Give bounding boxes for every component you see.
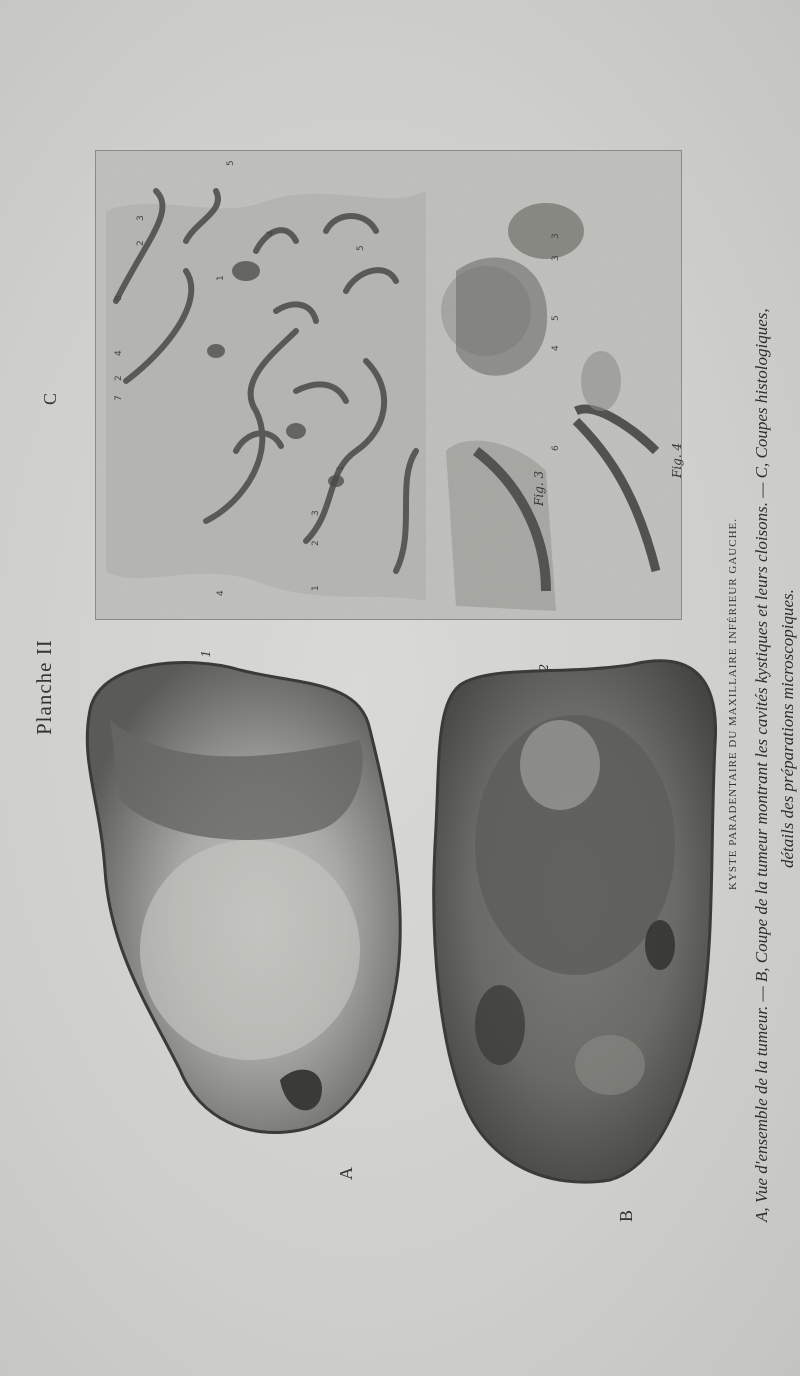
leader-number: 4 bbox=[114, 350, 124, 356]
leader-number: 2 bbox=[136, 240, 146, 246]
leader-number: 4 bbox=[551, 345, 561, 351]
leader-number: 3 bbox=[551, 233, 561, 239]
leader-number: 5 bbox=[356, 245, 366, 251]
leader-number: 5 bbox=[226, 160, 236, 166]
leader-number: 1 bbox=[311, 585, 321, 591]
caption-text-line2: détails des préparations microscopiques. bbox=[778, 589, 797, 868]
leader-number: 5 bbox=[551, 315, 561, 321]
leader-number: 3 bbox=[551, 255, 561, 261]
leader-number: 4 bbox=[216, 590, 226, 596]
histology-plate-c bbox=[95, 150, 682, 620]
leader-number: 4 bbox=[266, 230, 276, 236]
leader-number: 6 bbox=[551, 445, 561, 451]
leader-number: 2 bbox=[311, 540, 321, 546]
specimen-photo-a bbox=[70, 650, 415, 1140]
figure-letter-a: A bbox=[336, 1167, 356, 1180]
leader-number: 7 bbox=[114, 395, 124, 401]
leader-number: 3 bbox=[311, 510, 321, 516]
leader-number: 1 bbox=[336, 465, 346, 471]
leader-number: 3 bbox=[136, 215, 146, 221]
fig3-label: Fig. 3 bbox=[532, 470, 546, 506]
leader-number: 1 bbox=[216, 275, 226, 281]
caption-text-line1: A, Vue d'ensemble de la tumeur. — B, Coupe de la tumeur montrant les cavités kystiques et leurs cloisons. — C, Coupes histologiques, bbox=[752, 308, 771, 1222]
histology-drawing bbox=[96, 151, 681, 619]
caption-title: KYSTE PARADENTAIRE DU MAXILLAIRE INFÉRIEUR GAUCHE. bbox=[727, 518, 739, 890]
figure-letter-b: B bbox=[616, 1209, 636, 1222]
plate-title: Planche II bbox=[32, 639, 56, 735]
leader-number: 2 bbox=[114, 375, 124, 381]
leader-number: 8 bbox=[114, 295, 124, 301]
specimen-photo-b bbox=[430, 645, 720, 1190]
fig4-label: Fig. 4 bbox=[670, 442, 684, 478]
figure-letter-c: C bbox=[40, 392, 60, 405]
